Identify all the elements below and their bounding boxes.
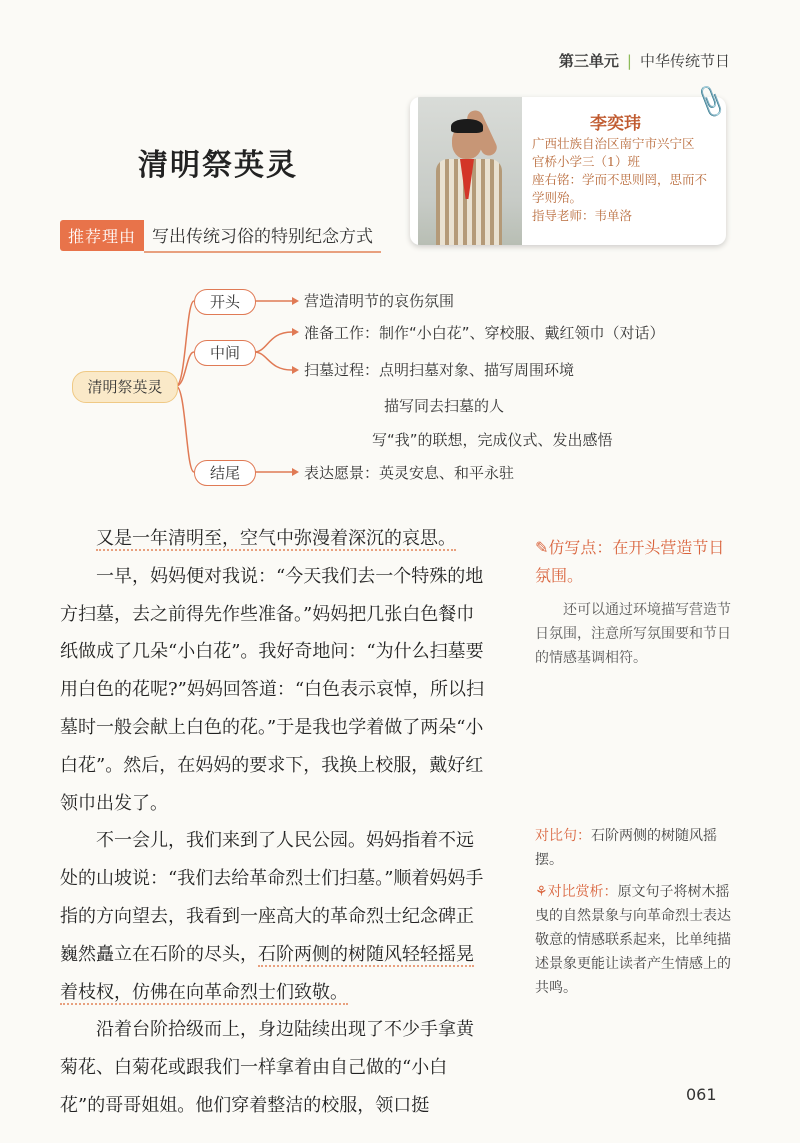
mindmap-middle-line-1: 准备工作：制作“小白花”、穿校服、戴红领巾（对话） (304, 324, 665, 342)
page-number: 061 (686, 1085, 717, 1104)
teacher-name: 指导老师：韦单洛 (532, 208, 633, 223)
recommend-reason (60, 218, 381, 253)
comparison-label: 对比句： (535, 828, 591, 844)
mindmap-branch-opening: 开头 (194, 289, 256, 315)
unit-header (559, 50, 730, 71)
margin-note-imitation (535, 534, 735, 670)
pencil-icon: ✎ (535, 538, 549, 557)
author-card (410, 97, 726, 245)
highlight-tree-sentence: 石阶两侧的树随风轻轻摇晃着枝杈，仿佛在向革命烈士们致敬。 (60, 943, 474, 1003)
mindmap-middle-line-2: 扫墓过程：点明扫墓对象、描写周围环境 (304, 361, 575, 379)
mindmap-root: 清明祭英灵 (72, 371, 178, 403)
author-photo (418, 97, 522, 245)
author-info (532, 135, 718, 225)
comparison-analysis (535, 880, 735, 1000)
unit-label: 第三单元 (558, 52, 619, 70)
mindmap-branch-middle: 中间 (194, 340, 256, 366)
author-name: 李奕玮 (590, 114, 641, 134)
paragraph-2: 一早，妈妈便对我说：“今天我们去一个特殊的地方扫墓，去之前得先作些准备。”妈妈把几张白色餐巾纸做成了几朵“小白花”。我好奇地问：“为什么扫墓要用白色的花呢?”妈妈回答道：“白色表示哀悼，所以扫墓时一般会献上白色的花。”于是我也学着做了两朵“小白花”。然后，在妈妈的要求下，我换上校服，戴好红领巾出发了。 (60, 565, 485, 814)
unit-theme: 中华传统节日 (639, 52, 730, 70)
margin-note-text: 还可以通过环境描写营造节日氛围，注意所写氛围要和节日的情感基调相符。 (535, 602, 731, 666)
school-line-2: 官桥小学三（1）班 (532, 154, 640, 169)
comparison-text: 石阶两侧的树随风摇摆。 (535, 828, 717, 868)
article-body (60, 520, 490, 1125)
mindmap-ending-text: 表达愿景：英灵安息、和平永驻 (304, 464, 515, 482)
paragraph-4: 沿着台阶拾级而上，身边陆续出现了不少手拿黄菊花、白菊花或跟我们一样拿着由自己做的“小白花”的哥哥姐姐。他们穿着整洁的校服，领口挺 (60, 1019, 474, 1116)
school-line-1: 广西壮族自治区南宁市兴宁区 (532, 136, 695, 151)
paragraph-1 (60, 520, 490, 558)
reason-tag: 推荐理由 (60, 220, 144, 251)
mindmap-middle-line-4: 写“我”的联想，完成仪式、发出感悟 (372, 431, 613, 449)
mindmap-middle-line-3: 描写同去扫墓的人 (384, 397, 505, 415)
mindmap-branch-ending: 结尾 (194, 460, 256, 486)
paragraph-3 (60, 822, 490, 1011)
paragraph-3-text: 不一会儿，我们来到了人民公园。妈妈指着不远处的山坡说：“我们去给革命烈士们扫墓。”顺着妈妈手指的方向望去，我看到一座高大的革命烈士纪念碑正巍然矗立在石阶的尽头， (60, 830, 484, 965)
margin-note-heading-text: 仿写点：在开头营造节日氛围。 (535, 538, 725, 585)
comparison-sentence (535, 824, 735, 872)
highlight-opening-sentence: 又是一年清明至，空气中弥漫着深沉的哀思。 (96, 528, 456, 549)
margin-note-comparison (535, 824, 735, 1000)
sprout-icon: ⚘ (535, 884, 548, 900)
author-motto: 座右铭：学而不思则罔，思而不学则殆。 (532, 172, 708, 205)
analysis-label: 对比赏析： (547, 884, 618, 900)
analysis-text: 原文句子将树木摇曳的自然景象与向革命烈士表达敬意的情感联系起来，比单纯描述景象更能让读者产生情感上的共鸣。 (535, 884, 731, 996)
reason-text: 写出传统习俗的特别纪念方式 (144, 218, 381, 253)
article-title: 清明祭英灵 (138, 148, 298, 183)
margin-note-heading (535, 534, 735, 590)
mindmap-opening-text: 营造清明节的哀伤氛围 (304, 292, 455, 310)
paperclip-icon: 📎 (692, 83, 730, 121)
header-separator: | (626, 52, 632, 70)
